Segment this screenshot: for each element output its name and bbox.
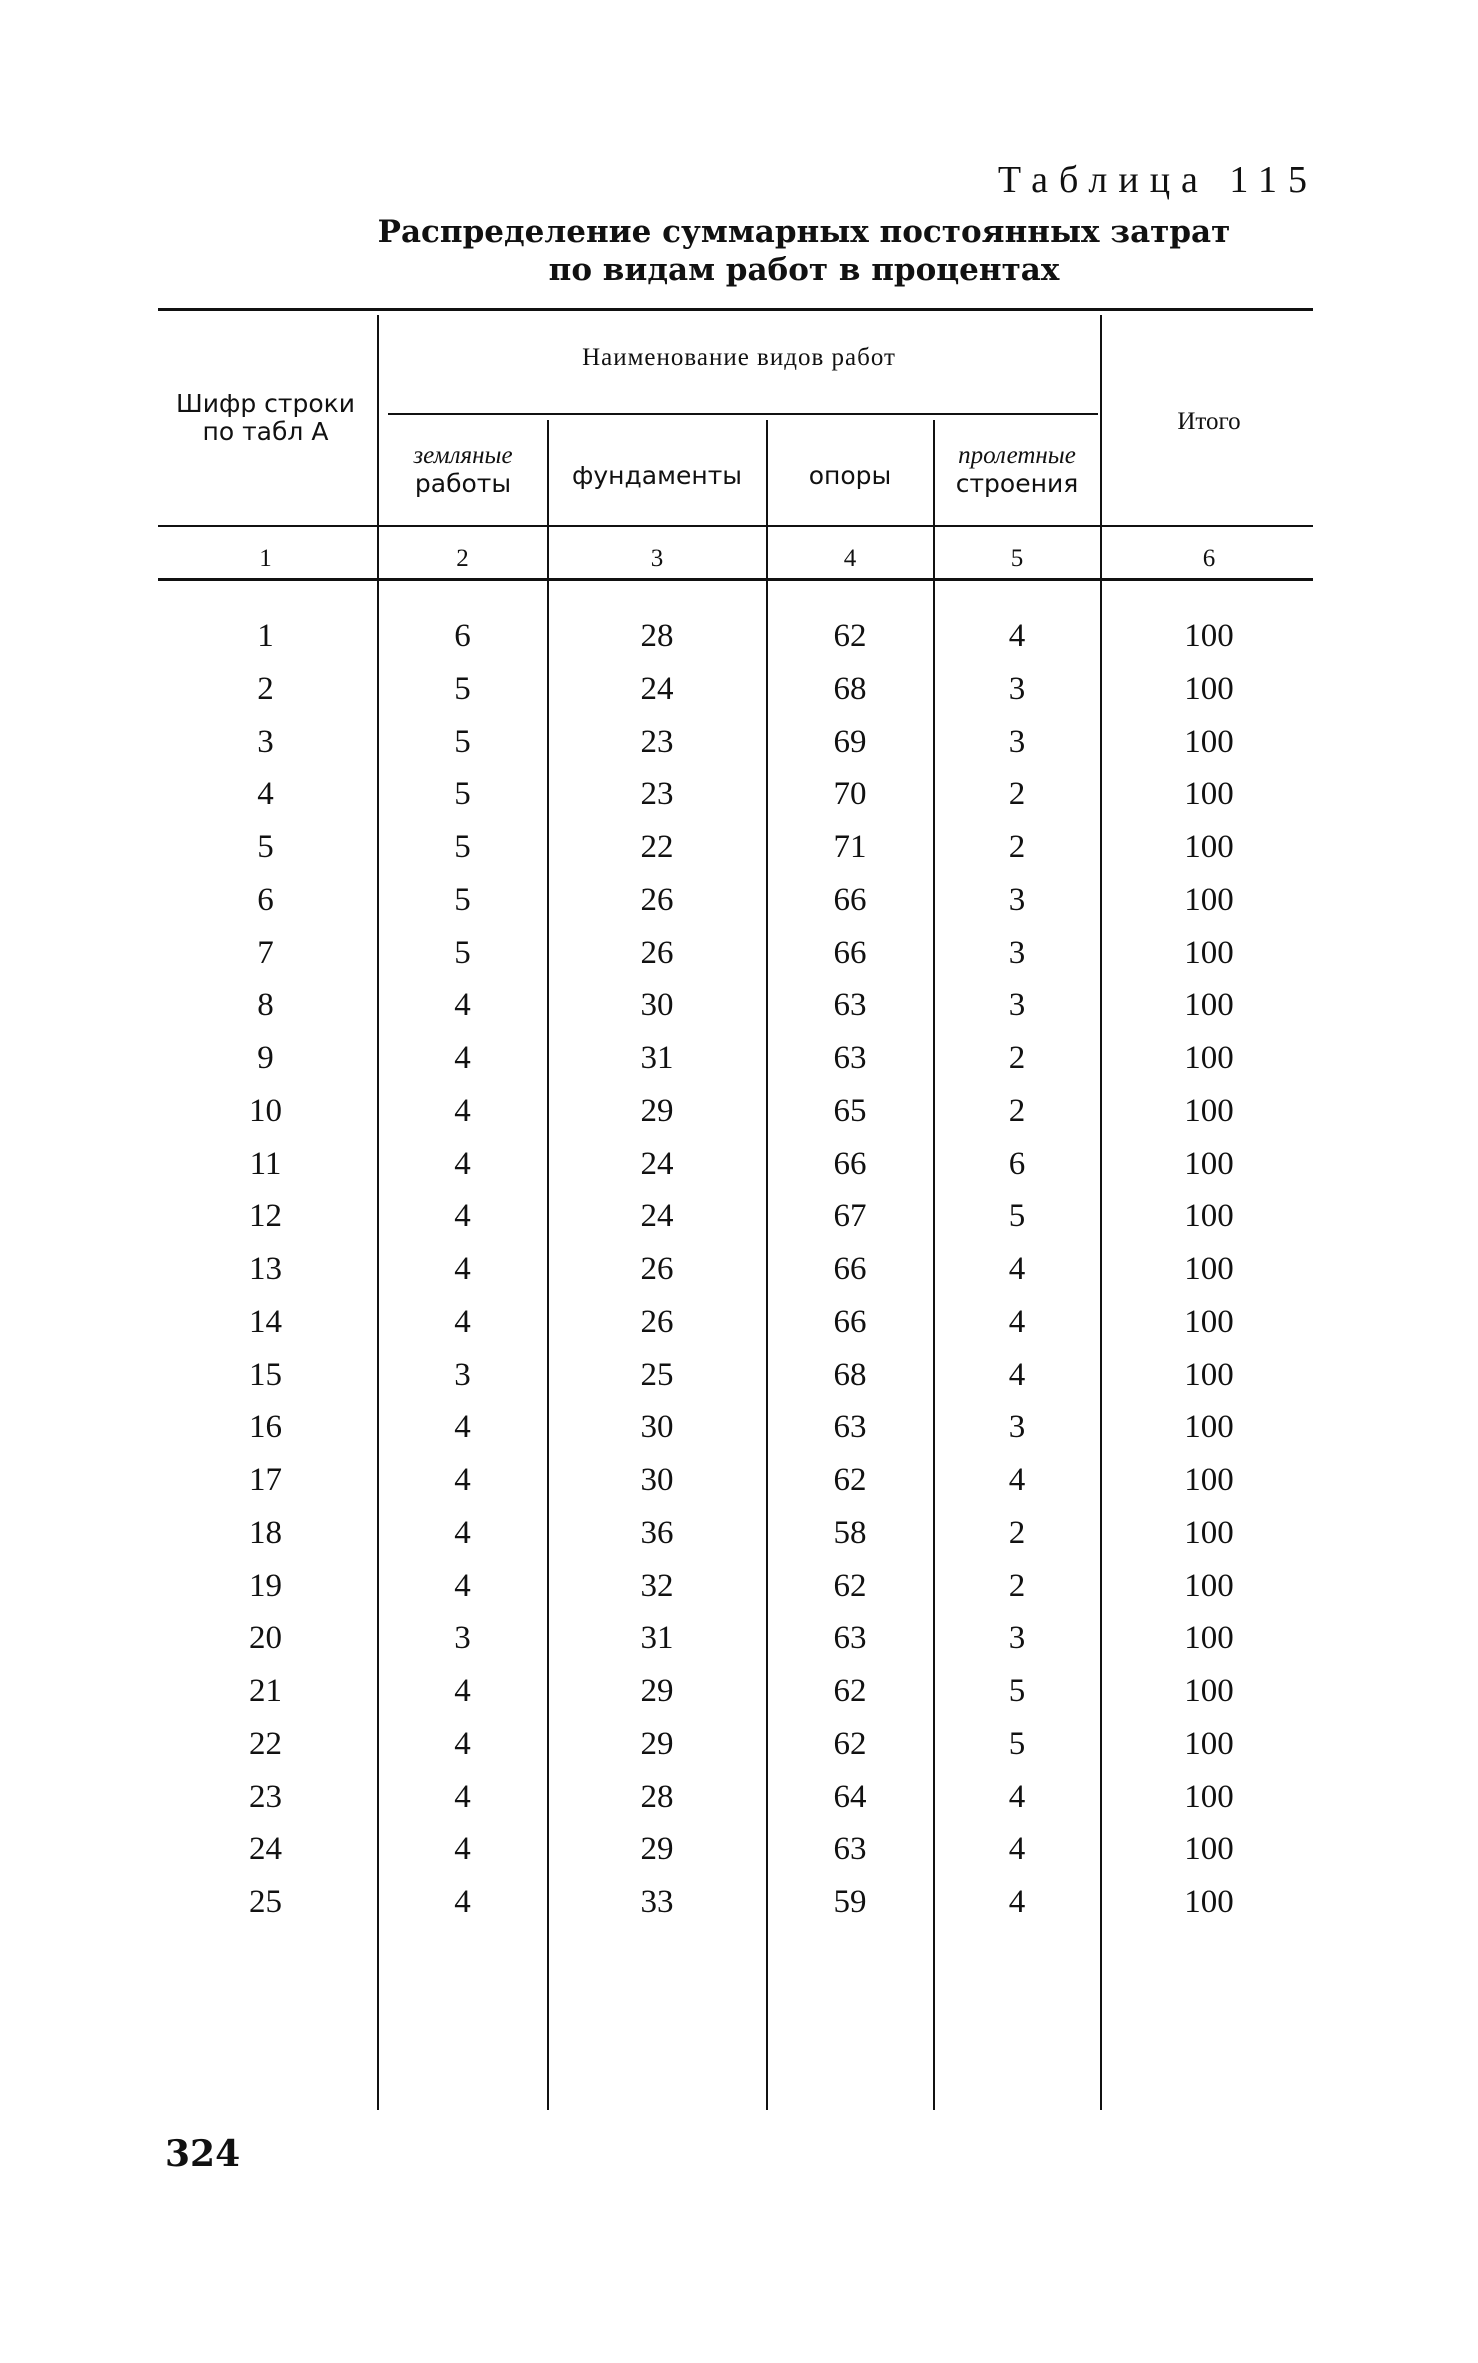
cell-total: 100 (1184, 1620, 1234, 1657)
header-total: Итого (1177, 408, 1241, 435)
cell-supports: 66 (833, 881, 867, 918)
header-bottom-rule (158, 525, 1313, 527)
cell-foundations: 26 (640, 934, 674, 971)
cell-total: 100 (1184, 934, 1234, 971)
cell-foundations: 28 (640, 618, 674, 654)
cell-earthworks: 3 (454, 1620, 471, 1657)
cell-total: 100 (1184, 1356, 1234, 1393)
cell-foundations: 31 (640, 1040, 674, 1076)
header-foundations: фундаменты (571, 461, 742, 490)
cell-total: 100 (1184, 1040, 1234, 1076)
cell-total: 100 (1184, 618, 1234, 654)
header-group-work-types: Наименование видов работ (582, 344, 896, 371)
cell-row-code: 6 (257, 881, 274, 918)
cell-earthworks: 4 (454, 1040, 471, 1076)
cell-supports: 63 (833, 1831, 867, 1868)
cell-spans: 5 (1008, 1198, 1026, 1235)
cell-spans: 3 (1008, 1409, 1026, 1446)
cell-supports: 66 (833, 1145, 867, 1182)
header-supports: опоры (808, 461, 892, 490)
cell-row-code: 7 (257, 934, 274, 971)
cell-supports: 70 (833, 776, 867, 813)
cell-earthworks: 4 (454, 1198, 471, 1235)
cell-supports: 67 (833, 1198, 867, 1235)
cell-earthworks: 4 (454, 987, 471, 1024)
cell-row-code: 24 (249, 1831, 282, 1868)
group-header-rule (388, 413, 1098, 415)
cell-spans: 2 (1008, 1514, 1026, 1551)
cell-supports: 68 (833, 1356, 867, 1393)
cell-row-code: 21 (249, 1673, 282, 1709)
cell-foundations: 32 (640, 1567, 674, 1604)
cell-total: 100 (1184, 1778, 1234, 1815)
cell-row-code: 23 (249, 1778, 282, 1815)
cell-supports: 71 (833, 829, 867, 865)
cell-total: 100 (1184, 670, 1234, 707)
cell-spans: 2 (1008, 1040, 1026, 1076)
cell-spans: 3 (1008, 881, 1026, 918)
cell-row-code: 16 (249, 1409, 282, 1446)
cell-total: 100 (1184, 1092, 1234, 1129)
cell-spans: 5 (1008, 1725, 1026, 1762)
cell-spans: 4 (1008, 1462, 1026, 1498)
cell-spans: 4 (1008, 1831, 1026, 1868)
cell-supports: 63 (833, 1409, 867, 1446)
cell-supports: 59 (833, 1884, 867, 1920)
cell-spans: 4 (1008, 618, 1026, 654)
column-rule-3 (766, 420, 768, 2110)
cell-foundations: 26 (640, 881, 674, 918)
cell-row-code: 17 (249, 1462, 282, 1498)
cell-total: 100 (1184, 1725, 1234, 1762)
cell-foundations: 29 (640, 1831, 674, 1868)
cell-foundations: 31 (640, 1620, 674, 1657)
cell-spans: 3 (1008, 670, 1026, 707)
title-line-1: Распределение суммарных постоянных затрат (377, 214, 1231, 250)
cell-spans: 4 (1008, 1303, 1026, 1340)
cell-earthworks: 5 (454, 776, 471, 813)
cell-foundations: 25 (640, 1356, 674, 1393)
cell-spans: 4 (1008, 1778, 1026, 1815)
cell-foundations: 24 (640, 1198, 674, 1235)
cell-earthworks: 4 (454, 1514, 471, 1551)
column-number-1: 1 (259, 545, 272, 572)
cell-foundations: 23 (640, 723, 674, 760)
cell-supports: 66 (833, 934, 867, 971)
cell-supports: 62 (833, 1462, 867, 1498)
header-row-code: Шифр строки по табл А (176, 389, 355, 446)
cell-total: 100 (1184, 1831, 1234, 1868)
cell-foundations: 30 (640, 987, 674, 1024)
cell-total: 100 (1184, 1673, 1234, 1709)
column-rule-4 (933, 420, 935, 2110)
cell-spans: 2 (1008, 829, 1026, 865)
cell-row-code: 5 (257, 829, 274, 865)
cell-row-code: 15 (249, 1356, 282, 1393)
cell-foundations: 24 (640, 670, 674, 707)
cell-foundations: 29 (640, 1673, 674, 1709)
cell-spans: 2 (1008, 1092, 1026, 1129)
column-number-rule (158, 578, 1313, 581)
cell-foundations: 23 (640, 776, 674, 813)
cell-supports: 65 (833, 1092, 867, 1129)
cell-spans: 3 (1008, 723, 1026, 760)
cell-spans: 4 (1008, 1884, 1026, 1920)
cell-spans: 3 (1008, 934, 1026, 971)
column-rule-5 (1100, 315, 1102, 2110)
cell-total: 100 (1184, 1303, 1234, 1340)
cell-total: 100 (1184, 776, 1234, 813)
cell-spans: 4 (1008, 1251, 1026, 1287)
cell-supports: 64 (833, 1778, 867, 1815)
cell-earthworks: 4 (454, 1673, 471, 1709)
cell-spans: 3 (1008, 987, 1026, 1024)
cell-supports: 62 (833, 618, 867, 654)
cell-row-code: 22 (249, 1725, 282, 1762)
cell-foundations: 29 (640, 1725, 674, 1762)
cell-total: 100 (1184, 1409, 1234, 1446)
cell-supports: 66 (833, 1251, 867, 1287)
cell-earthworks: 5 (454, 881, 471, 918)
cell-total: 100 (1184, 1514, 1234, 1551)
cell-earthworks: 4 (454, 1725, 471, 1762)
cell-foundations: 26 (640, 1251, 674, 1287)
cell-foundations: 28 (640, 1778, 674, 1815)
cell-supports: 63 (833, 1620, 867, 1657)
cell-spans: 5 (1008, 1673, 1026, 1709)
header-earthworks: земляные работы (413, 442, 513, 498)
column-number-5: 5 (1010, 545, 1024, 572)
cell-row-code: 8 (257, 987, 274, 1024)
cell-row-code: 25 (249, 1884, 282, 1920)
cell-total: 100 (1184, 1567, 1234, 1604)
cell-row-code: 1 (257, 618, 274, 654)
cell-row-code: 13 (249, 1251, 282, 1287)
cell-spans: 2 (1008, 776, 1026, 813)
cell-foundations: 36 (640, 1514, 674, 1551)
cell-total: 100 (1184, 1462, 1234, 1498)
cell-earthworks: 5 (454, 723, 471, 760)
cell-supports: 63 (833, 987, 867, 1024)
cell-supports: 62 (833, 1725, 867, 1762)
cell-earthworks: 5 (454, 829, 471, 865)
cell-earthworks: 4 (454, 1884, 471, 1920)
cell-foundations: 33 (640, 1884, 674, 1920)
column-number-6: 6 (1202, 545, 1216, 572)
cell-spans: 2 (1008, 1567, 1026, 1604)
column-number-3: 3 (650, 545, 664, 572)
cell-earthworks: 4 (454, 1831, 471, 1868)
cell-foundations: 30 (640, 1462, 674, 1498)
page-number: 324 (165, 2133, 241, 2175)
cell-total: 100 (1184, 1251, 1234, 1287)
cell-row-code: 9 (257, 1040, 274, 1076)
cell-foundations: 24 (640, 1145, 674, 1182)
cell-earthworks: 4 (454, 1251, 471, 1287)
cell-earthworks: 3 (454, 1356, 471, 1393)
cell-earthworks: 4 (454, 1778, 471, 1815)
table-top-rule (158, 308, 1313, 311)
cell-total: 100 (1184, 829, 1234, 865)
cell-supports: 68 (833, 670, 867, 707)
cell-total: 100 (1184, 1198, 1234, 1235)
cell-supports: 62 (833, 1567, 867, 1604)
cell-row-code: 11 (249, 1145, 282, 1182)
cell-row-code: 12 (249, 1198, 282, 1235)
header-spans: пролетные строения (955, 442, 1079, 498)
cell-row-code: 2 (257, 670, 274, 707)
cell-earthworks: 4 (454, 1145, 471, 1182)
title-line-2: по видам работ в процентах (548, 252, 1060, 288)
cell-spans: 6 (1008, 1145, 1026, 1182)
cell-foundations: 30 (640, 1409, 674, 1446)
cell-earthworks: 4 (454, 1462, 471, 1498)
cell-foundations: 22 (640, 829, 674, 865)
column-number-4: 4 (843, 545, 857, 572)
cell-earthworks: 4 (454, 1092, 471, 1129)
table-label: Таблица 115 (997, 159, 1318, 201)
cell-foundations: 29 (640, 1092, 674, 1129)
cell-supports: 66 (833, 1303, 867, 1340)
cell-spans: 3 (1008, 1620, 1026, 1657)
cell-row-code: 18 (249, 1514, 282, 1551)
cell-earthworks: 5 (454, 670, 471, 707)
cell-supports: 69 (833, 723, 867, 760)
table-title (0, 213, 1478, 289)
cell-row-code: 10 (249, 1092, 282, 1129)
cell-total: 100 (1184, 723, 1234, 760)
cell-earthworks: 6 (454, 618, 471, 654)
cell-earthworks: 4 (454, 1567, 471, 1604)
cell-row-code: 20 (249, 1620, 282, 1657)
column-number-2: 2 (456, 545, 469, 572)
cell-earthworks: 5 (454, 934, 471, 971)
cell-total: 100 (1184, 881, 1234, 918)
column-rule-2 (547, 420, 549, 2110)
cell-total: 100 (1184, 1884, 1234, 1920)
cell-supports: 62 (833, 1673, 867, 1709)
column-rule-1 (377, 315, 379, 2110)
cell-row-code: 4 (257, 776, 274, 813)
cell-total: 100 (1184, 1145, 1234, 1182)
cell-row-code: 3 (257, 723, 274, 760)
cell-foundations: 26 (640, 1303, 674, 1340)
cell-row-code: 19 (249, 1567, 282, 1604)
cell-spans: 4 (1008, 1356, 1026, 1393)
cell-earthworks: 4 (454, 1303, 471, 1340)
cell-earthworks: 4 (454, 1409, 471, 1446)
cell-total: 100 (1184, 987, 1234, 1024)
cell-row-code: 14 (249, 1303, 282, 1340)
cell-supports: 63 (833, 1040, 867, 1076)
cell-supports: 58 (833, 1514, 867, 1551)
